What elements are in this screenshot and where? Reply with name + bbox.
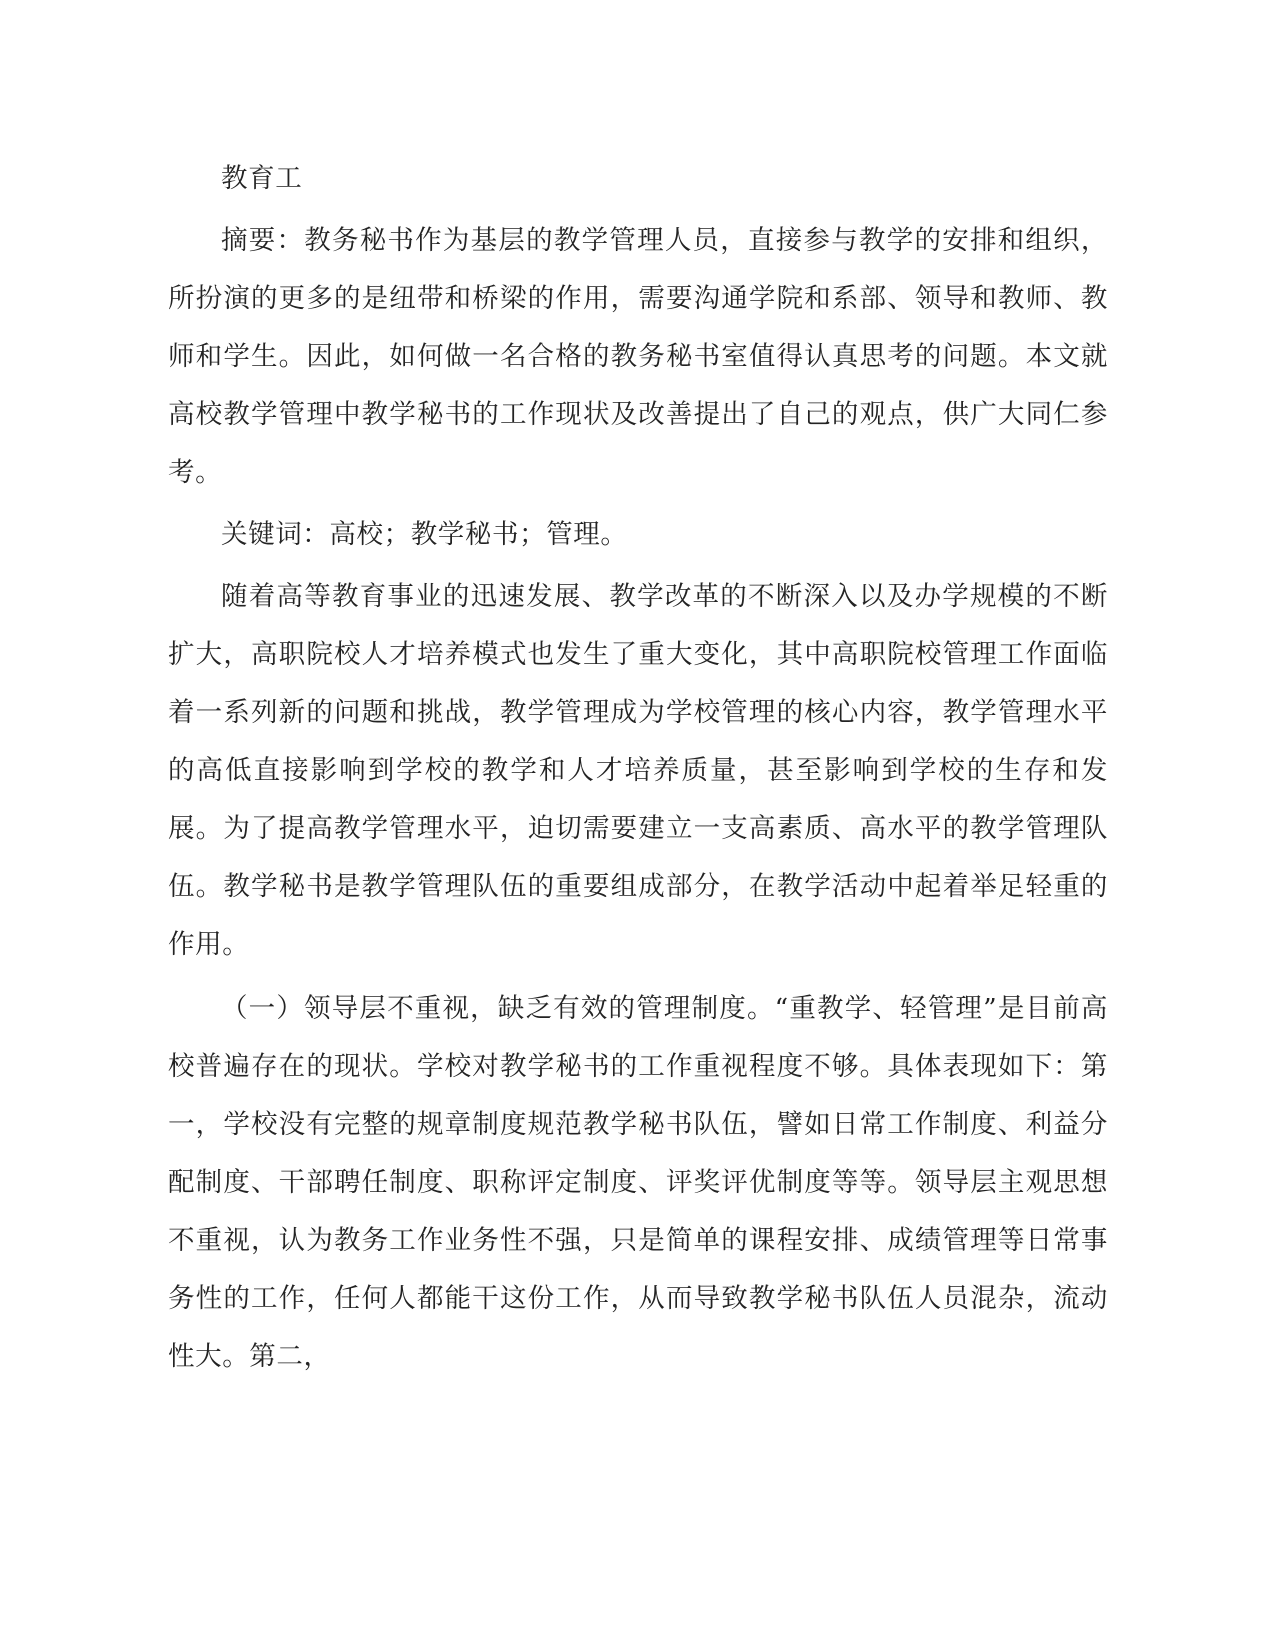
section-one-paragraph: （一）领导层不重视，缺乏有效的管理制度。“重教学、轻管理”是目前高校普遍存在的现状。学校对教学秘书的工作重视程度不够。具体表现如下：第一，学校没有完整的规章制度规范教学秘书队伍，譬如日常工作制度、利益分配制度、干部聘任制度、职称评定制度、评奖评优制度等等。领导层主观思想不重视，认为教务工作业务性不强，只是简单的课程安排、成绩管理等日常事务性的工作，任何人都能干这份工作，从而导致教学秘书队伍人员混杂，流动性大。第二， [168, 993, 1108, 1372]
keywords-paragraph: 关键词：高校；教学秘书；管理。 [221, 519, 628, 550]
document-body [168, 150, 1108, 1386]
abstract-paragraph: 摘要：教务秘书作为基层的教学管理人员，直接参与教学的安排和组织，所扮演的更多的是纽带和桥梁的作用，需要沟通学院和系部、领导和教师、教师和学生。因此，如何做一名合格的教务秘书室值得认真思考的问题。本文就高校教学管理中教学秘书的工作现状及改善提出了自己的观点，供广大同仁参考。 [168, 225, 1108, 488]
document-title-line: 教育工 [221, 163, 303, 194]
introduction-paragraph: 随着高等教育事业的迅速发展、教学改革的不断深入以及办学规模的不断扩大，高职院校人才培养模式也发生了重大变化，其中高职院校管理工作面临着一系列新的问题和挑战，教学管理成为学校管理的核心内容，教学管理水平的高低直接影响到学校的教学和人才培养质量，甚至影响到学校的生存和发展。为了提高教学管理水平，迫切需要建立一支高素质、高水平的教学管理队伍。教学秘书是教学管理队伍的重要组成部分，在教学活动中起着举足轻重的作用。 [168, 581, 1108, 960]
